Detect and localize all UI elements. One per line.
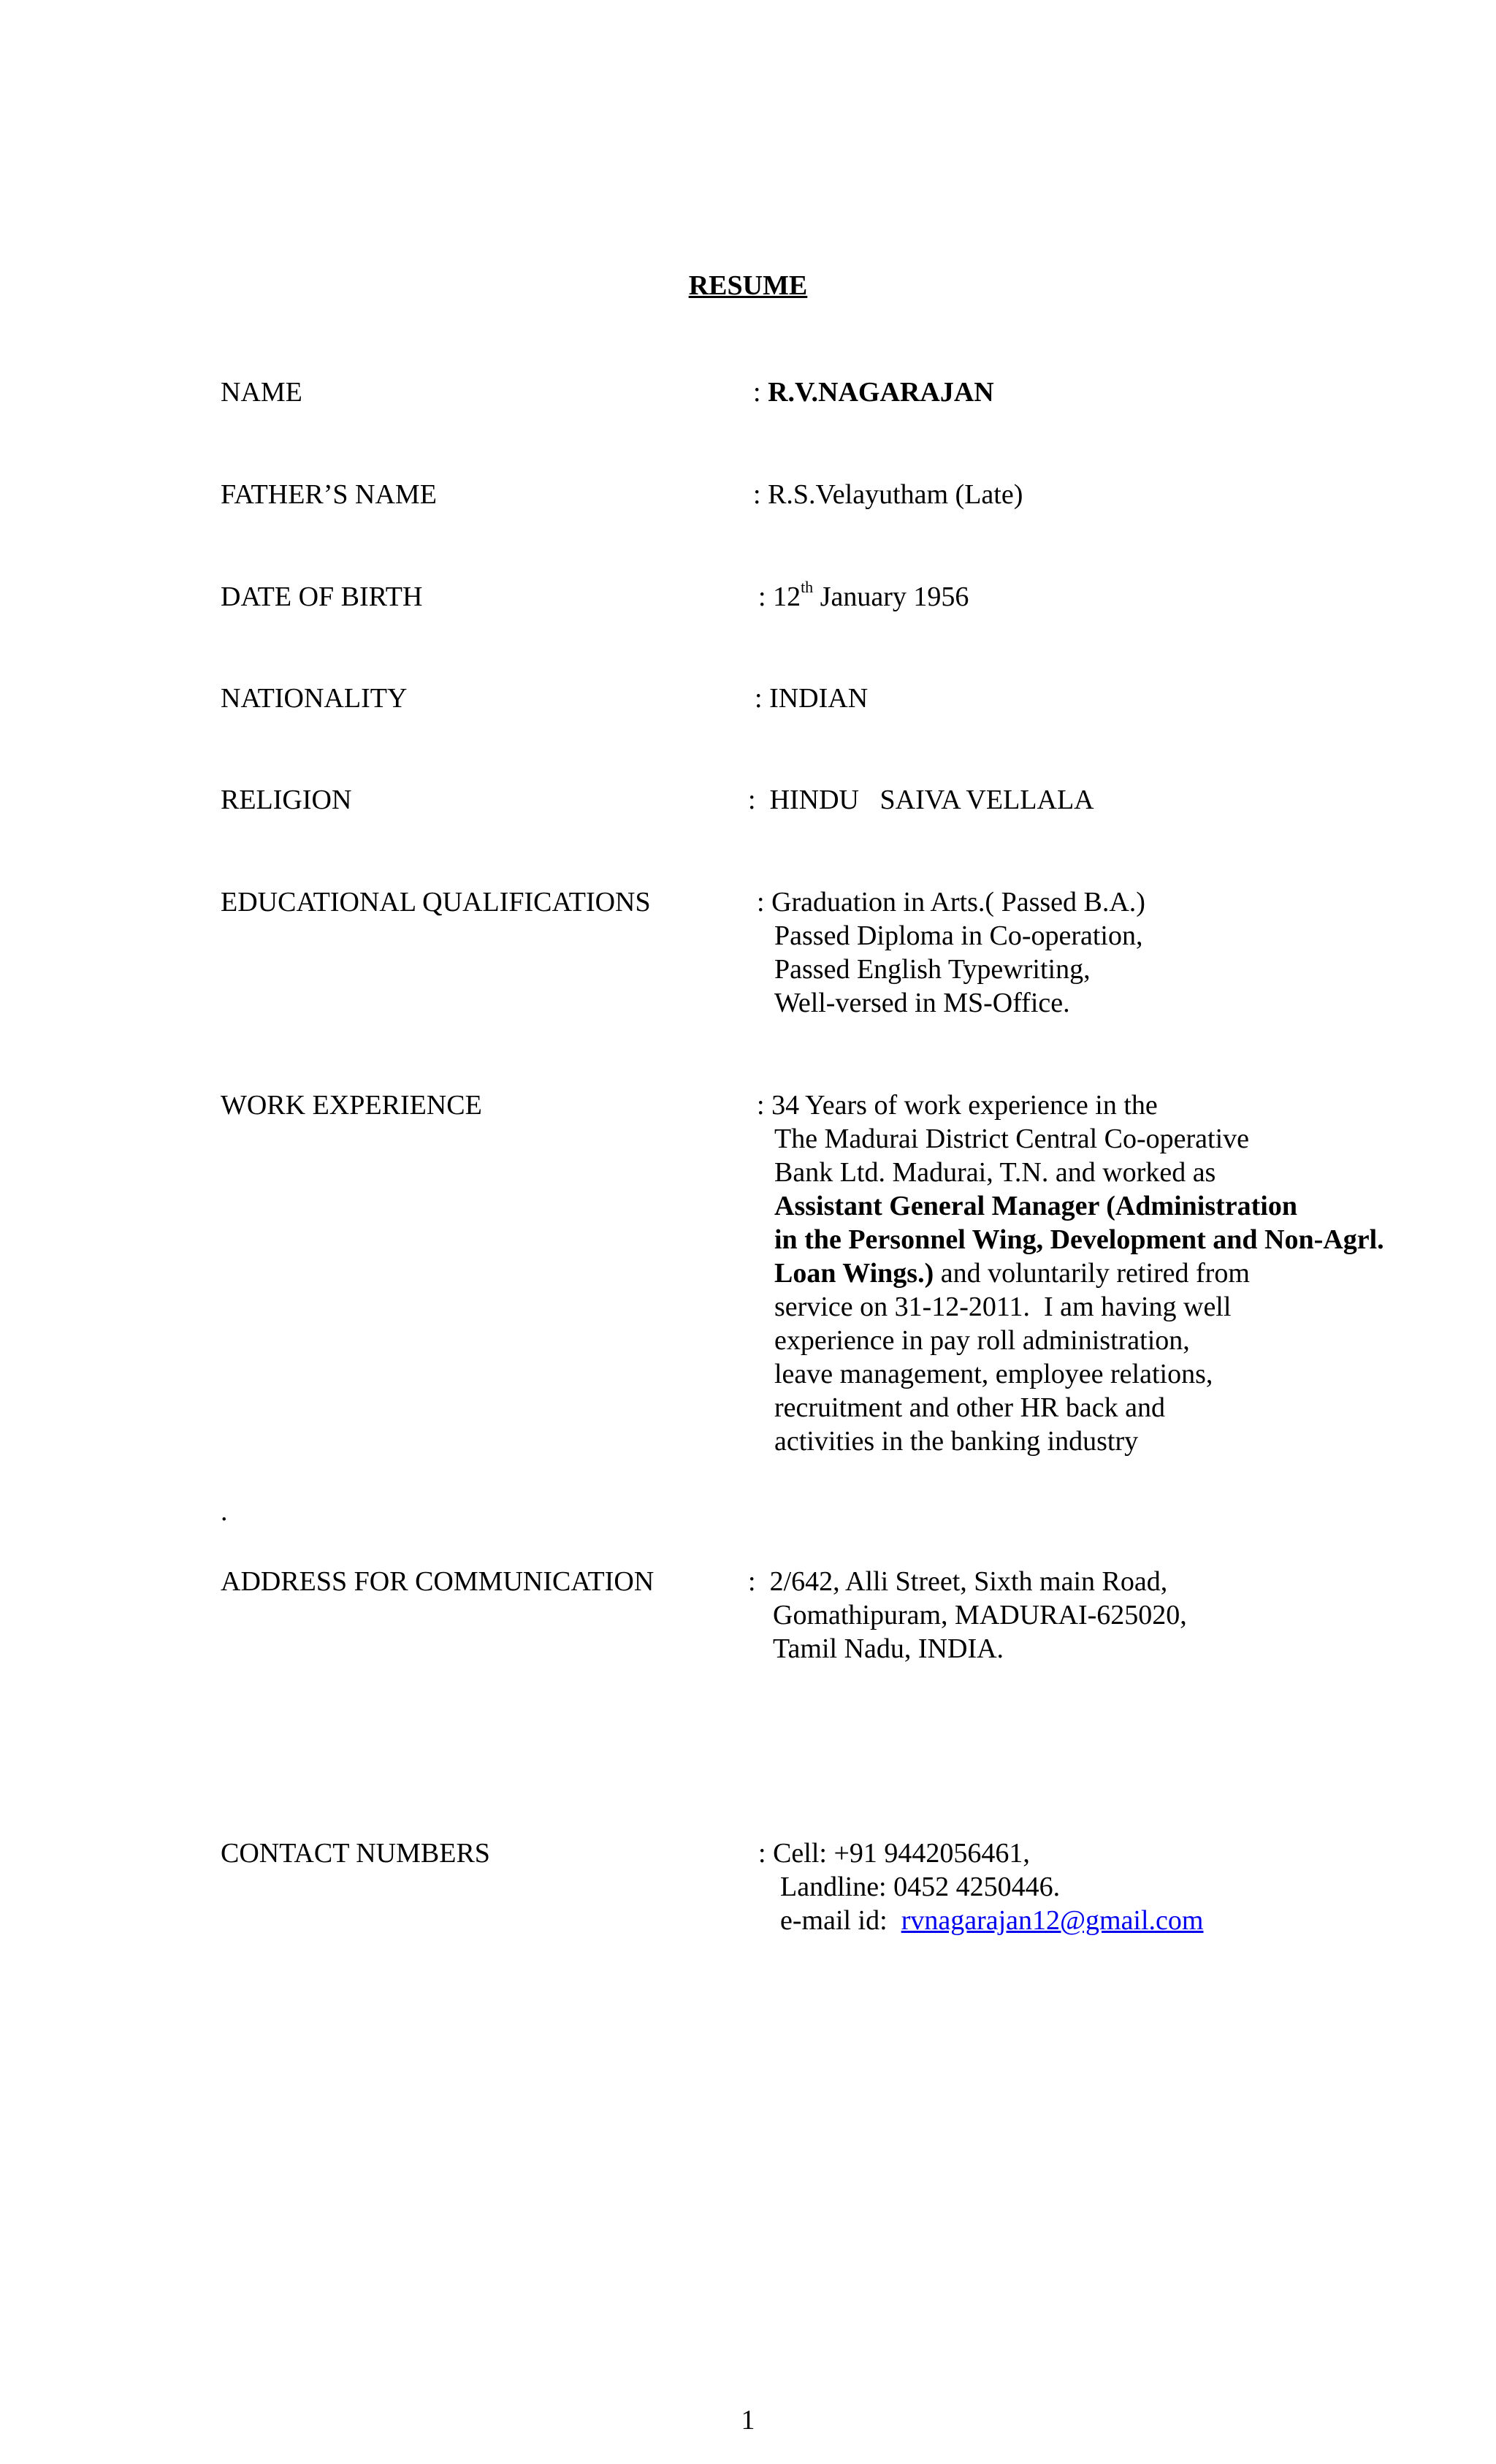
colon: : — [748, 785, 756, 815]
colon: : — [755, 683, 763, 714]
colon: : — [758, 1838, 766, 1869]
religion-text: HINDU SAIVA VELLALA — [769, 785, 1094, 815]
dob-sup: th — [801, 578, 814, 597]
dob-rest: January 1956 — [820, 581, 969, 612]
religion-value — [748, 783, 1094, 817]
contact-landline: Landline: 0452 4250446. — [780, 1872, 1061, 1902]
colon: : — [748, 1566, 756, 1597]
colon: : — [753, 377, 761, 408]
education-label: EDUCATIONAL QUALIFICATIONS — [221, 887, 651, 918]
contact-label: CONTACT NUMBERS — [221, 1838, 490, 1869]
nationality-value — [755, 682, 868, 715]
education-line-1-text: Graduation in Arts.( Passed B.A.) — [771, 887, 1145, 918]
address-label: ADDRESS FOR COMMUNICATION — [221, 1566, 654, 1597]
work-value — [757, 1088, 1384, 1458]
contact-email-line — [758, 1904, 1203, 1937]
education-value — [757, 885, 1145, 1020]
work-line-1 — [757, 1088, 1384, 1122]
work-line-7: service on 31-12-2011. I am having well — [774, 1292, 1232, 1322]
colon: : — [753, 479, 761, 510]
work-line-11: activities in the banking industry — [774, 1426, 1139, 1457]
name-value — [753, 375, 994, 409]
work-line-5: in the Personnel Wing, Development and Non-Agrl. — [774, 1224, 1384, 1255]
name-label: NAME — [221, 377, 302, 408]
email-label: e-mail id: — [780, 1905, 901, 1936]
father-value — [753, 478, 1023, 511]
dob-value — [758, 580, 969, 614]
resume-title: RESUME — [688, 270, 808, 301]
colon: : — [758, 581, 766, 612]
address-line-1 — [748, 1565, 1187, 1598]
religion-label: RELIGION — [221, 785, 352, 815]
work-line-1-text: 34 Years of work experience in the — [771, 1090, 1158, 1121]
nationality-text: INDIAN — [769, 683, 869, 714]
education-line-1 — [757, 885, 1145, 919]
address-value — [748, 1565, 1187, 1666]
education-line-4: Well-versed in MS-Office. — [774, 988, 1070, 1018]
contact-cell — [758, 1836, 1203, 1870]
work-label: WORK EXPERIENCE — [221, 1090, 482, 1121]
work-line-4: Assistant General Manager (Administration — [774, 1191, 1297, 1221]
work-line-6-bold: Loan Wings.) — [774, 1258, 934, 1289]
work-line-9: leave management, employee relations, — [774, 1359, 1213, 1389]
dob-day: 12 — [773, 581, 801, 612]
colon: : — [757, 1090, 765, 1121]
address-line-2: Gomathipuram, MADURAI-625020, — [773, 1600, 1187, 1630]
page-number: 1 — [741, 2405, 755, 2436]
nationality-label: NATIONALITY — [221, 683, 408, 714]
address-line-1-text: 2/642, Alli Street, Sixth main Road, — [769, 1566, 1168, 1597]
work-line-6-rest: and voluntarily retired from — [934, 1258, 1250, 1289]
email-link[interactable]: rvnagarajan12@gmail.com — [901, 1905, 1204, 1936]
name-text: R.V.NAGARAJAN — [768, 377, 994, 408]
address-line-3: Tamil Nadu, INDIA. — [773, 1633, 1004, 1664]
stray-dot: . — [221, 1496, 228, 1527]
colon: : — [757, 887, 765, 918]
work-line-6 — [757, 1256, 1384, 1290]
contact-value — [758, 1836, 1203, 1937]
contact-cell-text: Cell: +91 9442056461, — [773, 1838, 1030, 1869]
father-label: FATHER’S NAME — [221, 479, 437, 510]
work-line-8: experience in pay roll administration, — [774, 1325, 1190, 1356]
father-text: R.S.Velayutham (Late) — [768, 479, 1023, 510]
work-line-10: recruitment and other HR back and — [774, 1392, 1165, 1423]
dob-label: DATE OF BIRTH — [221, 581, 423, 612]
education-line-3: Passed English Typewriting, — [774, 954, 1091, 985]
work-line-2: The Madurai District Central Co-operative — [774, 1124, 1250, 1154]
education-line-2: Passed Diploma in Co-operation, — [774, 920, 1143, 951]
work-line-3: Bank Ltd. Madurai, T.N. and worked as — [774, 1157, 1216, 1188]
